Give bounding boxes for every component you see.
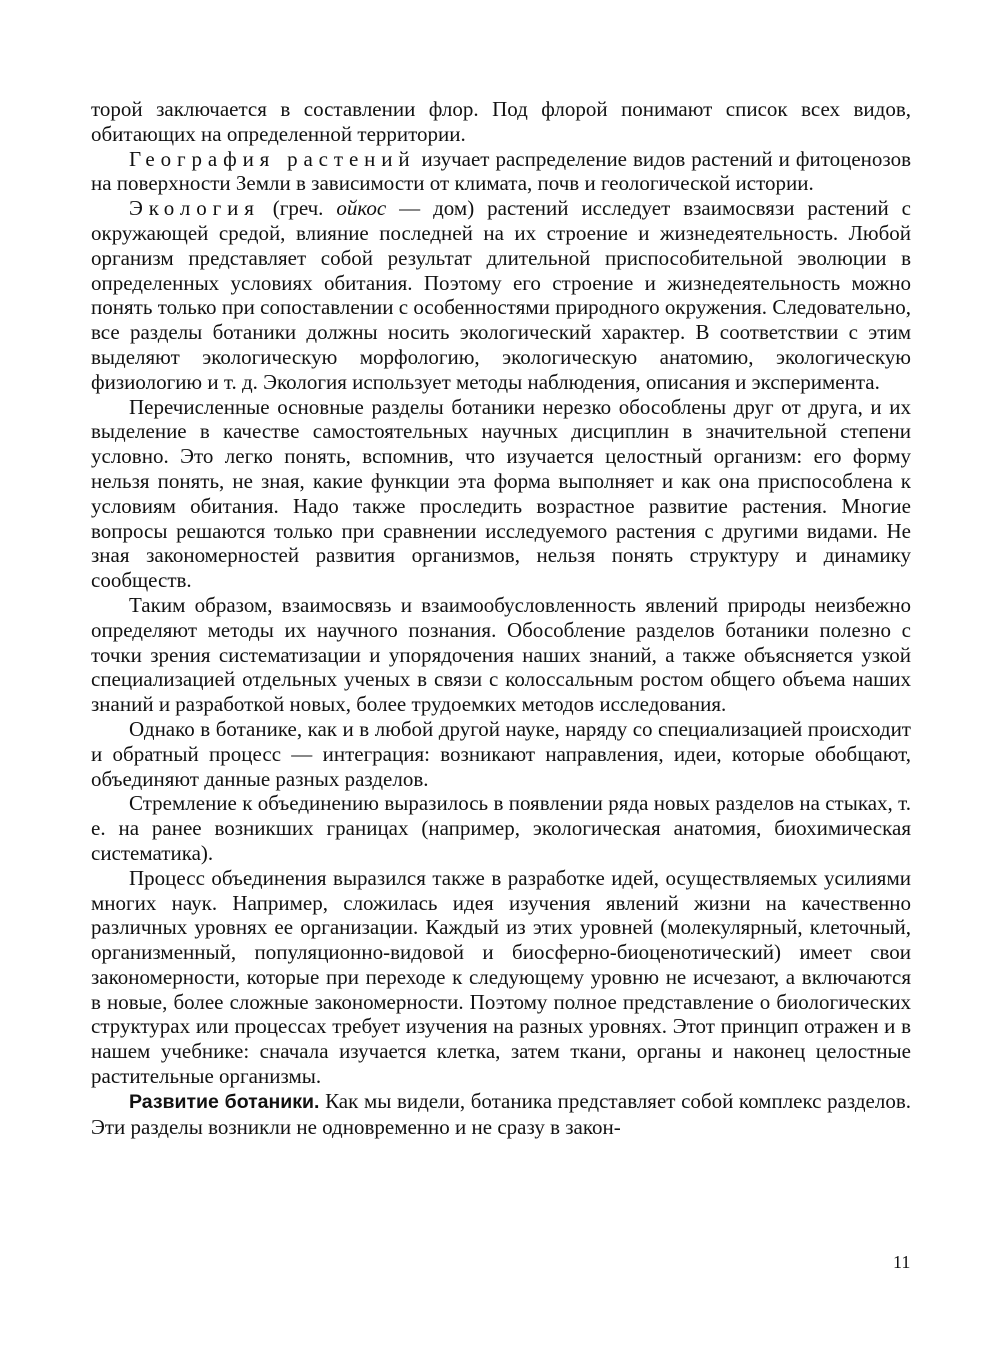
paragraph-interconnection: Таким образом, взаимосвязь и взаимообусловленность явлений природы неизбежно определяют методы их научного познания. Обособление разделов ботаники полезно с точки зрения систематизации и упорядочения наших знаний, а также объясняется узкой специализацией отдельных ученых в связи с колоссальным ростом общего объема наших знаний и разработкой новых, более трудоемких методов исследования. <box>91 592 911 717</box>
paragraph-sections-overview: Перечисленные основные разделы ботаники нерезко обособлены друг от друга, и их выделение в качестве самостоятельных научных дисциплин в значительной степени условно. Это легко понять, вспомнив, что изучается целостный организм: его форму нельзя понять, не зная, какие функции эта форма выполняет и как она приспособлена к условиям обитания. Надо также проследить возрастное развитие растения. Многие вопросы решаются только при сравнении исследуемого растения с другими видами. Не зная закономерностей развития организмов, нельзя понять структуру и динамику сообществ. <box>91 394 911 593</box>
paragraph-new-sections: Стремление к объединению выразилось в появлении ряда новых разделов на стыках, т. е. на ранее возникших границах (например, экологическая анатомия, биохимическая систематика). <box>91 791 911 865</box>
term-ecology: Экология <box>129 196 260 221</box>
section-heading-botany-development: Развитие ботаники. <box>129 1090 320 1113</box>
paragraph-flora-definition: торой заключается в составлении флор. Под флорой понимают список всех видов, обитающих на определенной территории. <box>91 97 911 146</box>
term-plant-geography: География растений <box>129 146 416 171</box>
paragraph-integration: Однако в ботанике, как и в любой другой науке, наряду со специализацией происходит и обратный процесс — интеграция: возникают направления, идеи, которые обобщают, объединяют данные разных разделов. <box>91 716 911 791</box>
paragraph-organization-levels: Процесс объединения выразился также в разработке идей, осуществляемых усилиями многих наук. Например, сложилась идея изучения явлений жизни на качественно различных уровнях ее организации. Каждый из этих уровней (молекулярный, клеточный, организменный, популяционно-видовой и биосферно-биоценотический) имеет свои закономерности, которые при переходе к следующему уровню не исчезают, а включаются в новые, более сложные закономерности. Поэтому полное представление о биологических структурах или процессах требует изучения на разных уровнях. Этот принцип отражен и в нашем учебнике: сначала изучается клетка, затем ткани, органы и наконец целостные растительные организмы. <box>91 865 911 1089</box>
term-oikos: ойкос <box>336 196 387 221</box>
page-number: 11 <box>893 1252 911 1272</box>
paragraph-botany-development: Развитие ботаники. Как мы видели, ботаника представляет собой комплекс разделов. Эти разделы возникли не одновременно и не сразу в закон- <box>91 1088 911 1139</box>
paragraph-ecology: Экология (греч. ойкос — дом) растений исследует взаимосвязи растений с окружающей средой, влияние последней на их строение и жизнедеятельность. Любой организм представляет собой результат длительной приспособительной эволюции в определенных условиях обитания. Поэтому его строение и жизнедеятельность можно понять только при сопоставлении с особенностями природного окружения. Следовательно, все разделы ботаники должны носить экологический характер. В соответствии с этим выделяют экологическую морфологию, экологическую анатомию, экологическую физиологию и т. д. Экология использует методы наблюдения, описания и эксперимента. <box>91 196 911 394</box>
paragraph-plant-geography: География растений изучает распределение видов растений и фитоценозов на поверхности Земли в зависимости от климата, почв и геологической истории. <box>91 146 911 196</box>
page-body <box>91 97 911 1139</box>
